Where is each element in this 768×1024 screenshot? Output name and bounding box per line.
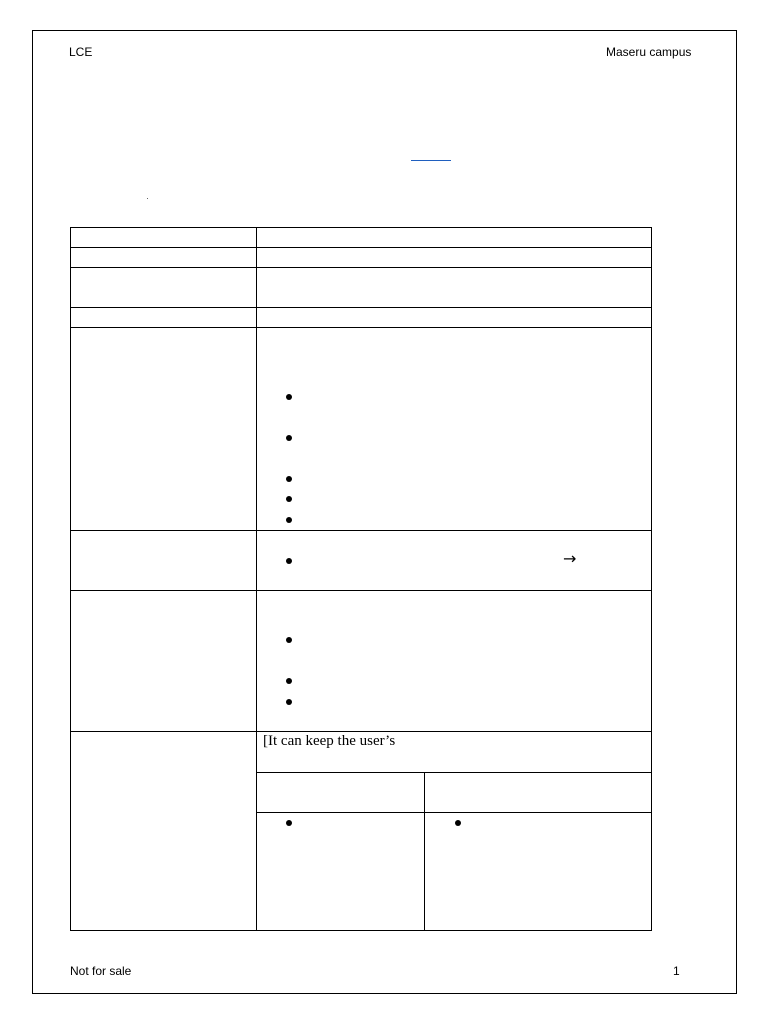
page-border — [32, 30, 737, 994]
header-right-text: Maseru campus — [606, 45, 692, 59]
hyperlink-underline[interactable] — [411, 160, 451, 161]
page-number: 1 — [673, 964, 680, 978]
footer-left-text: Not for sale — [70, 964, 132, 978]
right-arrow-icon: → — [563, 549, 577, 568]
stray-dot — [147, 198, 148, 199]
cell-partial-text: [It can keep the user’s — [263, 733, 396, 749]
header-left-text: LCE — [69, 45, 93, 59]
